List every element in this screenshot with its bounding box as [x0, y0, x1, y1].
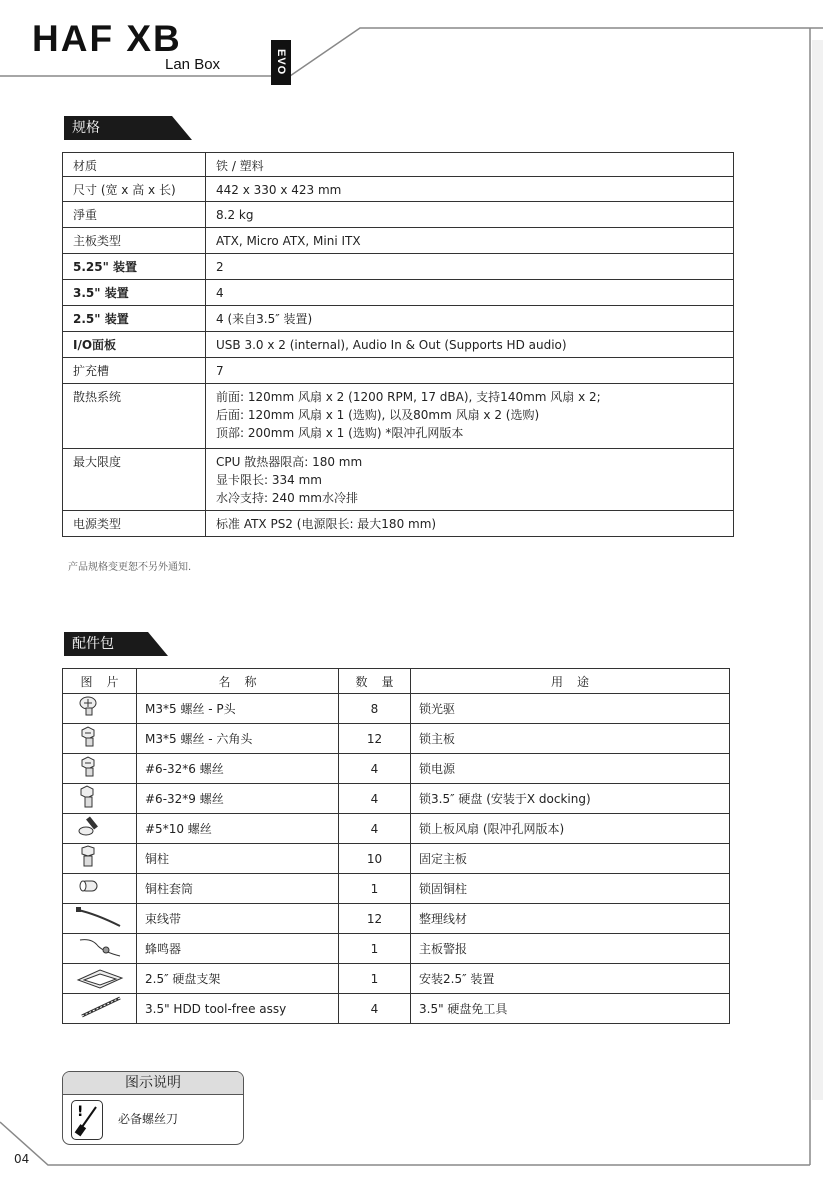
- spec-label: 主板类型: [63, 228, 206, 254]
- brand-badge: EVO: [271, 40, 291, 85]
- spec-label: 尺寸 (宽 x 高 x 长): [63, 177, 206, 202]
- accessory-use: 安装2.5″ 装置: [411, 964, 730, 994]
- spec-value: [206, 254, 734, 280]
- spec-value: [206, 358, 734, 384]
- accessory-qty: 1: [339, 934, 411, 964]
- long-hex-screw-icon: [76, 799, 124, 813]
- spec-label: 3.5" 装置: [63, 280, 206, 306]
- spec-value: [206, 306, 734, 332]
- hex-screw-icon: [76, 769, 124, 783]
- brand-logo: [32, 18, 287, 76]
- spec-row: [63, 306, 734, 332]
- accessory-use: 锁固铜柱: [411, 874, 730, 904]
- spec-value: [206, 228, 734, 254]
- screwdriver-icon: [71, 1100, 103, 1140]
- spec-row: [63, 511, 734, 537]
- spec-value-line: 铁 / 塑料: [216, 159, 264, 173]
- spec-row: [63, 202, 734, 228]
- spec-value-line: USB 3.0 x 2 (internal), Audio In & Out (Supports HD audio): [216, 338, 567, 352]
- spec-value-line: 水冷支持: 240 mm水冷排: [216, 491, 358, 505]
- brand-subtitle: Lan Box: [165, 56, 221, 73]
- accessory-qty: 4: [339, 994, 411, 1024]
- accessory-image-cell: [63, 814, 137, 844]
- accessory-name: #6-32*9 螺丝: [137, 784, 339, 814]
- accessories-table: [62, 668, 730, 1024]
- spec-value-line: CPU 散热器限高: 180 mm: [216, 455, 363, 469]
- accessory-use: 锁上板风扇 (限冲孔网版本): [411, 814, 730, 844]
- spec-row: [63, 449, 734, 511]
- pan-head-screw-icon: [76, 709, 124, 723]
- legend-title: 图示说明: [63, 1072, 243, 1095]
- spec-value: [206, 332, 734, 358]
- spec-value: [206, 511, 734, 537]
- accessory-image-cell: [63, 754, 137, 784]
- spec-value-line: 标准 ATX PS2 (电源限长: 最大180 mm): [216, 517, 437, 531]
- spec-label: I/O面板: [63, 332, 206, 358]
- hdd-bracket-icon: [76, 979, 124, 993]
- column-header-image: 图片: [63, 669, 137, 694]
- accessory-name: 蜂鸣器: [137, 934, 339, 964]
- accessory-name: 2.5″ 硬盘支架: [137, 964, 339, 994]
- specs-heading: 规格: [64, 116, 200, 140]
- spec-row: [63, 228, 734, 254]
- spec-value: [206, 153, 734, 177]
- accessory-row: [63, 904, 730, 934]
- accessory-name: 束线带: [137, 904, 339, 934]
- spec-label: 淨重: [63, 202, 206, 228]
- spec-value-line: 4 (来自3.5″ 装置): [216, 312, 313, 326]
- specs-table: [62, 152, 734, 537]
- spec-value-line: 2: [216, 260, 224, 274]
- accessory-qty: 1: [339, 874, 411, 904]
- column-header-qty: 数量: [339, 669, 411, 694]
- spec-value-line: 后面: 120mm 风扇 x 1 (选购), 以及80mm 风扇 x 2 (选购): [216, 408, 540, 422]
- accessory-row: [63, 964, 730, 994]
- accessory-qty: 4: [339, 814, 411, 844]
- sleeve-icon: [76, 889, 124, 903]
- spec-row: [63, 153, 734, 177]
- spec-value: [206, 280, 734, 306]
- accessory-row: [63, 874, 730, 904]
- accessory-image-cell: [63, 844, 137, 874]
- accessory-qty: 4: [339, 784, 411, 814]
- page-number: 04: [14, 1152, 30, 1166]
- accessory-use: 固定主板: [411, 844, 730, 874]
- column-header-use: 用途: [411, 669, 730, 694]
- spec-value: [206, 177, 734, 202]
- spec-label: 散热系统: [63, 384, 206, 449]
- spec-value-line: 8.2 kg: [216, 208, 254, 222]
- standoff-icon: [76, 859, 124, 873]
- spec-row: [63, 384, 734, 449]
- accessories-heading: 配件包: [64, 632, 176, 656]
- spec-value-line: 442 x 330 x 423 mm: [216, 183, 342, 197]
- accessory-qty: 8: [339, 694, 411, 724]
- spec-value-line: 4: [216, 286, 224, 300]
- spec-row: [63, 177, 734, 202]
- accessory-qty: 10: [339, 844, 411, 874]
- accessory-image-cell: [63, 964, 137, 994]
- accessory-row: [63, 844, 730, 874]
- spec-value-line: 显卡限长: 334 mm: [216, 473, 322, 487]
- accessory-image-cell: [63, 874, 137, 904]
- accessory-use: 3.5" 硬盘免工具: [411, 994, 730, 1024]
- column-header-name: 名称: [137, 669, 339, 694]
- svg-text:!: !: [77, 1104, 84, 1120]
- accessory-row: [63, 994, 730, 1024]
- hex-screw-icon: [76, 739, 124, 753]
- spec-label: 5.25" 装置: [63, 254, 206, 280]
- spec-label: 最大限度: [63, 449, 206, 511]
- spec-label: 材质: [63, 153, 206, 177]
- fan-screw-icon: [76, 829, 124, 843]
- spec-value: [206, 384, 734, 449]
- accessory-name: #6-32*6 螺丝: [137, 754, 339, 784]
- cable-tie-icon: [76, 919, 124, 933]
- spec-label: 电源类型: [63, 511, 206, 537]
- accessory-use: 锁光驱: [411, 694, 730, 724]
- spec-label: 扩充槽: [63, 358, 206, 384]
- accessory-name: 铜柱: [137, 844, 339, 874]
- spec-value-line: 7: [216, 364, 224, 378]
- accessory-image-cell: [63, 904, 137, 934]
- accessory-image-cell: [63, 724, 137, 754]
- accessory-row: [63, 934, 730, 964]
- brand-title: HAF XB: [32, 18, 182, 59]
- accessory-qty: 4: [339, 754, 411, 784]
- accessory-name: 铜柱套筒: [137, 874, 339, 904]
- spec-row: [63, 280, 734, 306]
- spec-value-line: 前面: 120mm 风扇 x 2 (1200 RPM, 17 dBA), 支持140mm 风扇 x 2;: [216, 390, 601, 404]
- legend-box: [62, 1071, 244, 1145]
- legend-item: 必备螺丝刀: [118, 1112, 179, 1126]
- accessory-name: 3.5" HDD tool-free assy: [137, 994, 339, 1024]
- accessory-use: 锁3.5″ 硬盘 (安装于X docking): [411, 784, 730, 814]
- accessory-qty: 1: [339, 964, 411, 994]
- accessory-use: 整理线材: [411, 904, 730, 934]
- accessory-row: [63, 784, 730, 814]
- accessory-image-cell: [63, 784, 137, 814]
- accessory-use: 锁主板: [411, 724, 730, 754]
- specs-note: 产品规格变更恕不另外通知.: [68, 562, 192, 573]
- accessory-use: 锁电源: [411, 754, 730, 784]
- spec-row: [63, 332, 734, 358]
- accessory-qty: 12: [339, 724, 411, 754]
- accessory-row: [63, 814, 730, 844]
- accessory-image-cell: [63, 994, 137, 1024]
- spec-value: [206, 449, 734, 511]
- accessory-name: M3*5 螺丝 - 六角头: [137, 724, 339, 754]
- accessory-name: M3*5 螺丝 - P头: [137, 694, 339, 724]
- spec-value-line: 顶部: 200mm 风扇 x 1 (选购) *限冲孔网版本: [216, 426, 464, 440]
- spec-value-line: ATX, Micro ATX, Mini ITX: [216, 234, 361, 248]
- accessory-row: [63, 694, 730, 724]
- spec-label: 2.5" 装置: [63, 306, 206, 332]
- spec-row: [63, 358, 734, 384]
- accessory-row: [63, 754, 730, 784]
- accessory-qty: 12: [339, 904, 411, 934]
- accessory-image-cell: [63, 934, 137, 964]
- accessory-use: 主板警报: [411, 934, 730, 964]
- spec-value: [206, 202, 734, 228]
- accessory-name: #5*10 螺丝: [137, 814, 339, 844]
- spec-row: [63, 254, 734, 280]
- hdd-tool-free-icon: [76, 1009, 124, 1023]
- buzzer-icon: [76, 949, 124, 963]
- accessory-row: [63, 724, 730, 754]
- accessory-image-cell: [63, 694, 137, 724]
